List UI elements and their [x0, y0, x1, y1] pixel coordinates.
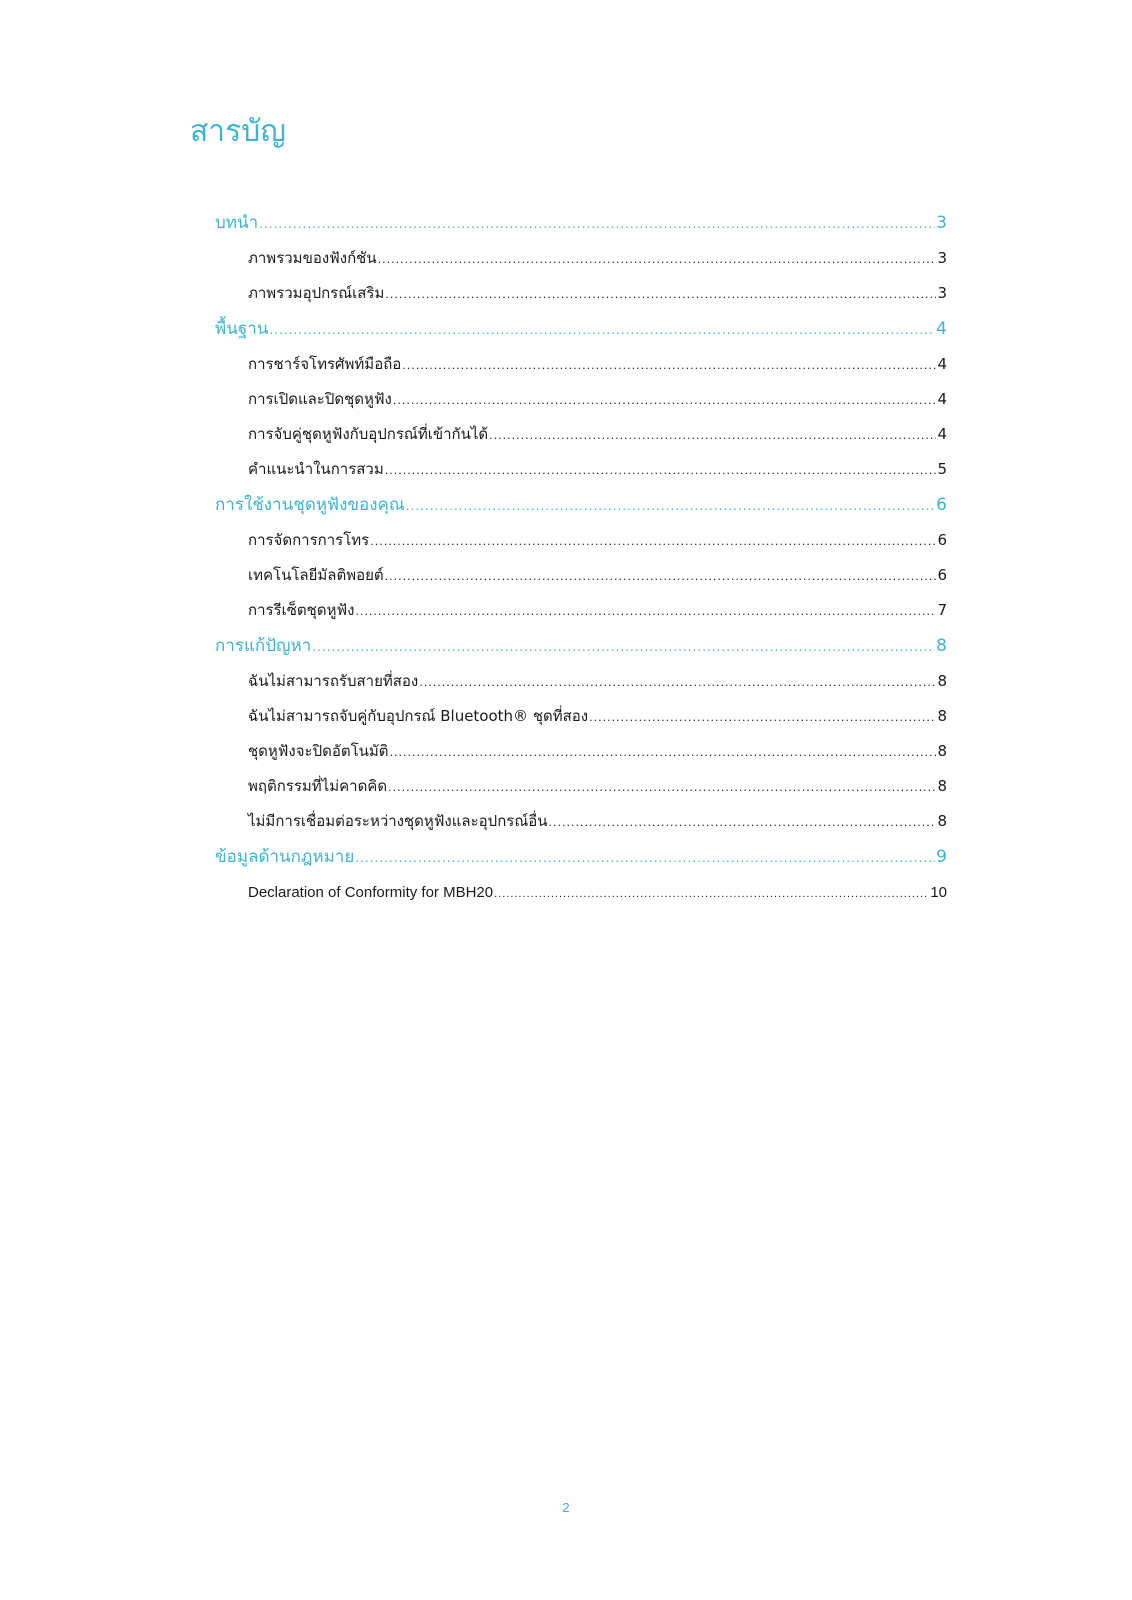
dot-leader [406, 487, 935, 523]
dot-leader [489, 417, 936, 452]
toc-entry-page: 4 [936, 319, 947, 339]
dot-leader [370, 523, 936, 558]
dot-leader [419, 664, 936, 699]
dot-leader [378, 241, 937, 276]
toc-subentry-label: การรีเซ็ตชุดหูฟัง [248, 601, 355, 619]
toc-entry-label: การใช้งานชุดหูฟังของคุณ [215, 495, 405, 515]
dot-leader [385, 276, 936, 311]
toc-section-basics [215, 311, 947, 487]
dot-leader [259, 205, 935, 241]
toc-subentry-page: 4 [937, 355, 947, 373]
toc-entry-page: 9 [936, 847, 947, 867]
dot-leader [385, 452, 937, 487]
toc-entry-introduction[interactable] [215, 205, 947, 241]
toc-section-troubleshooting [215, 628, 947, 839]
toc-subentry[interactable] [215, 769, 947, 804]
toc-subentry-label: พฤติกรรมที่ไม่คาดคิด [248, 777, 388, 795]
toc-subentry-label: ฉันไม่สามารถรับสายที่สอง [248, 672, 419, 690]
dot-leader [269, 311, 935, 347]
toc-subentry[interactable] [215, 734, 947, 769]
toc-subentry[interactable] [215, 276, 947, 311]
dot-leader [494, 875, 929, 910]
toc-subentry-label: Declaration of Conformity for MBH20 [248, 884, 494, 901]
toc-subentry[interactable] [215, 417, 947, 452]
toc-entry-basics[interactable] [215, 311, 947, 347]
toc-subentry-page: 7 [937, 601, 947, 619]
toc-entry-legal[interactable] [215, 839, 947, 875]
toc-subentry-label: การจัดการการโทร [248, 531, 370, 549]
toc-entry-label: การแก้ปัญหา [215, 636, 312, 656]
toc-subentry-label: การเปิดและปิดชุดหูฟัง [248, 390, 392, 408]
table-of-contents [215, 205, 947, 910]
dot-leader [402, 347, 936, 382]
toc-subentry-page: 3 [937, 284, 947, 302]
toc-subentry-page: 5 [937, 460, 947, 478]
toc-section-using-headset [215, 487, 947, 628]
toc-subentry-label: การชาร์จโทรศัพท์มือถือ [248, 355, 402, 373]
toc-section-legal [215, 839, 947, 910]
dot-leader [390, 734, 937, 769]
page-title: สารบัญ [190, 114, 286, 149]
toc-subentry[interactable] [215, 347, 947, 382]
toc-subentry-page: 10 [930, 884, 947, 901]
toc-subentry[interactable] [215, 241, 947, 276]
toc-subentry-page: 6 [937, 566, 947, 584]
dot-leader [388, 769, 936, 804]
dot-leader [393, 382, 937, 417]
dot-leader [589, 699, 936, 734]
toc-subentry[interactable] [215, 593, 947, 628]
toc-subentry[interactable] [215, 804, 947, 839]
toc-entry-using-headset[interactable] [215, 487, 947, 523]
toc-subentry-label: เทคโนโลยีมัลติพอยต์ [248, 566, 384, 584]
toc-subentry-label: ภาพรวมของฟังก์ชัน [248, 249, 377, 267]
toc-entry-troubleshooting[interactable] [215, 628, 947, 664]
toc-entry-page: 8 [936, 636, 947, 656]
toc-entry-label: บทนำ [215, 213, 259, 233]
toc-subentry-page: 8 [937, 742, 947, 760]
dot-leader [312, 628, 935, 664]
page-number: 2 [562, 1500, 570, 1515]
toc-subentry[interactable] [215, 523, 947, 558]
toc-entry-label: ข้อมูลด้านกฎหมาย [215, 847, 355, 867]
dot-leader [385, 558, 937, 593]
dot-leader [355, 593, 936, 628]
toc-subentry[interactable] [215, 382, 947, 417]
toc-subentry-page: 8 [937, 777, 947, 795]
dot-leader [549, 804, 937, 839]
toc-entry-page: 3 [936, 213, 947, 233]
toc-subentry-page: 8 [937, 707, 947, 725]
toc-subentry-label: ภาพรวมอุปกรณ์เสริม [248, 284, 385, 302]
toc-subentry-label: คำแนะนำในการสวม [248, 460, 384, 478]
toc-entry-page: 6 [936, 495, 947, 515]
toc-subentry-page: 6 [937, 531, 947, 549]
toc-subentry-label: ฉันไม่สามารถจับคู่กับอุปกรณ์ Bluetooth® ชุดที่สอง [248, 707, 589, 725]
toc-subentry[interactable] [215, 664, 947, 699]
toc-subentry[interactable] [215, 875, 947, 910]
toc-subentry-page: 8 [937, 812, 947, 830]
toc-subentry[interactable] [215, 558, 947, 593]
toc-subentry-page: 4 [937, 425, 947, 443]
toc-subentry-label: ไม่มีการเชื่อมต่อระหว่างชุดหูฟังและอุปกรณ์อื่น [248, 812, 548, 830]
dot-leader [355, 839, 935, 875]
toc-subentry-page: 8 [937, 672, 947, 690]
toc-subentry-page: 3 [937, 249, 947, 267]
toc-subentry[interactable] [215, 452, 947, 487]
toc-section-introduction [215, 205, 947, 311]
toc-subentry-label: ชุดหูฟังจะปิดอัตโนมัติ [248, 742, 389, 760]
toc-subentry-page: 4 [937, 390, 947, 408]
toc-entry-label: พื้นฐาน [215, 319, 269, 339]
toc-subentry-label: การจับคู่ชุดหูฟังกับอุปกรณ์ที่เข้ากันได้ [248, 425, 489, 443]
toc-subentry[interactable] [215, 699, 947, 734]
